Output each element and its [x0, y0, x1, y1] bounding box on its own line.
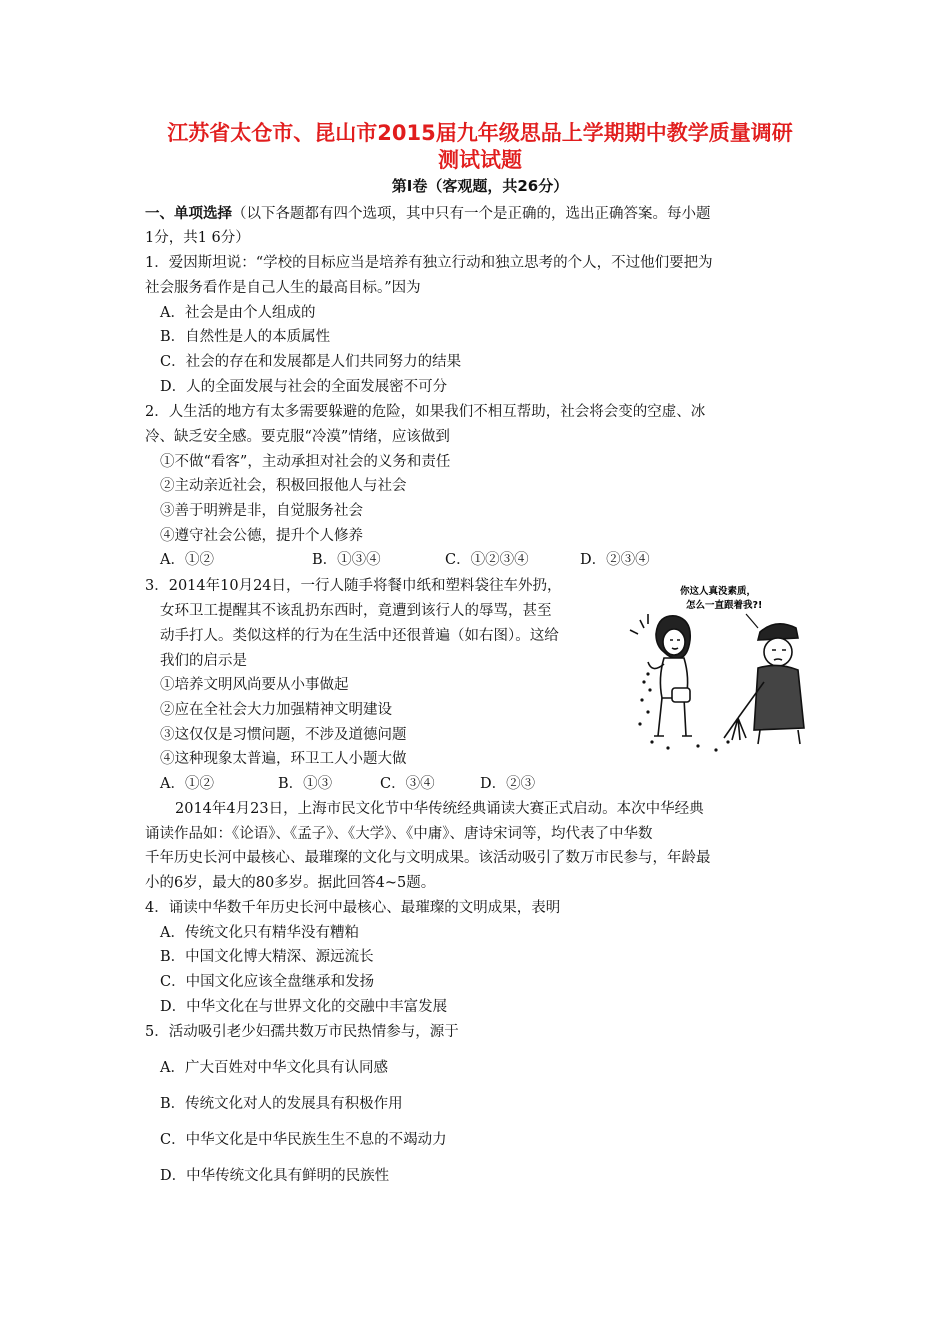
cartoon-caption-2: 怎么一直跟着我?!	[686, 600, 763, 611]
section-description-2: 1分，共1 6分）	[145, 230, 250, 246]
woman-figure-icon	[630, 614, 692, 736]
q3-stem-3: 动手打人。类似这样的行为在生活中还很普遍（如右图）。这给	[160, 628, 559, 644]
q3-option-a: A．①②	[160, 776, 214, 792]
passage-line-3: 千年历史长河中最核心、最璀璨的文化与文明成果。该活动吸引了数万市民参与，年龄最	[145, 850, 711, 866]
q1-option-b: B．自然性是人的本质属性	[160, 329, 331, 345]
section-heading-line	[145, 204, 711, 224]
q4-option-c: C．中国文化应该全盘继承和发扬	[160, 974, 375, 990]
page-title	[140, 120, 820, 174]
q2-stem-1: 2．人生活的地方有太多需要躲避的危险，如果我们不相互帮助，社会将会变的空虚、冰	[145, 404, 706, 420]
q3-item-4: ④这种现象太普遍，环卫工人小题大做	[160, 751, 407, 767]
section-description: （以下各题都有四个选项，其中只有一个是正确的，选出正确答案。每小题	[232, 206, 711, 222]
q3-stem-2: 女环卫工提醒其不该乱扔东西时，竟遭到该行人的辱骂，甚至	[160, 603, 552, 619]
q4-option-a: A．传统文化只有精华没有糟粕	[160, 925, 359, 941]
q3-stem-4: 我们的启示是	[160, 653, 247, 669]
title-line-2: 测试试题	[438, 148, 522, 172]
q5-option-a: A．广大百姓对中华文化具有认同感	[160, 1060, 388, 1076]
section-heading: 一、单项选择	[145, 206, 232, 222]
q4-option-b: B．中国文化博大精深、源远流长	[160, 949, 374, 965]
q5-option-c: C．中华文化是中华民族生生不息的不竭动力	[160, 1132, 447, 1148]
q1-option-a: A．社会是由个人组成的	[160, 305, 316, 321]
passage-line-2: 诵读作品如：《论语》、《孟子》、《大学》、《中庸》、唐诗宋词等，均代表了中华数	[145, 826, 653, 842]
q3-option-c: C．③④	[380, 776, 435, 792]
section-subtitle: 第Ⅰ卷（客观题，共26分）	[391, 177, 569, 195]
q3-stem-1: 3．2014年10月24日，一行人随手将餐巾纸和塑料袋往车外扔，	[145, 578, 562, 594]
passage-line-4: 小的6岁，最大的80多岁。据此回答4~5题。	[145, 875, 436, 891]
q2-item-3: ③善于明辨是非，自觉服务社会	[160, 503, 363, 519]
cartoon-illustration	[628, 578, 814, 756]
q1-option-c: C．社会的存在和发展都是人们共同努力的结果	[160, 354, 462, 370]
q3-item-2: ②应在全社会大力加强精神文明建设	[160, 702, 392, 718]
sanitation-worker-icon	[724, 624, 804, 744]
q2-option-c: C．①②③④	[445, 552, 529, 568]
q2-item-1: ①不做“看客”，主动承担对社会的义务和责任	[160, 454, 451, 470]
q3-item-1: ①培养文明风尚要从小事做起	[160, 677, 349, 693]
q2-option-b: B．①③④	[312, 552, 381, 568]
q2-option-d: D．②③④	[580, 552, 650, 568]
passage-line-1: 2014年4月23日，上海市民文化节中华传统经典诵读大赛正式启动。本次中华经典	[175, 801, 704, 817]
q5-stem: 5．活动吸引老少妇孺共数万市民热情参与，源于	[145, 1024, 459, 1040]
q2-item-2: ②主动亲近社会，积极回报他人与社会	[160, 478, 407, 494]
q5-option-b: B．传统文化对人的发展具有积极作用	[160, 1096, 403, 1112]
cartoon-drawing	[628, 578, 814, 756]
q5-option-d: D．中华传统文化具有鲜明的民族性	[160, 1168, 390, 1184]
q4-option-d: D．中华文化在与世界文化的交融中丰富发展	[160, 999, 448, 1015]
q1-stem-2: 社会服务看作是自己人生的最高目标。”因为	[145, 280, 421, 296]
q4-stem: 4．诵读中华数千年历史长河中最核心、最璀璨的文明成果，表明	[145, 900, 561, 916]
q1-option-d: D．人的全面发展与社会的全面发展密不可分	[160, 379, 448, 395]
q3-option-b: B．①③	[278, 776, 333, 792]
q2-item-4: ④遵守社会公德，提升个人修养	[160, 528, 363, 544]
q2-option-a: A．①②	[160, 552, 214, 568]
q1-stem-1: 1．爱因斯坦说：“学校的目标应当是培养有独立行动和独立思考的个人，不过他们要把为	[145, 255, 713, 271]
q3-item-3: ③这仅仅是习惯问题，不涉及道德问题	[160, 727, 407, 743]
cartoon-caption-1: 你这人真没素质，	[680, 586, 757, 597]
q3-option-d: D．②③	[480, 776, 536, 792]
q2-stem-2: 冷、缺乏安全感。要克服“冷漠”情绪，应该做到	[145, 429, 450, 445]
title-line-1: 江苏省太仓市、昆山市2015届九年级思品上学期期中教学质量调研	[167, 121, 793, 145]
